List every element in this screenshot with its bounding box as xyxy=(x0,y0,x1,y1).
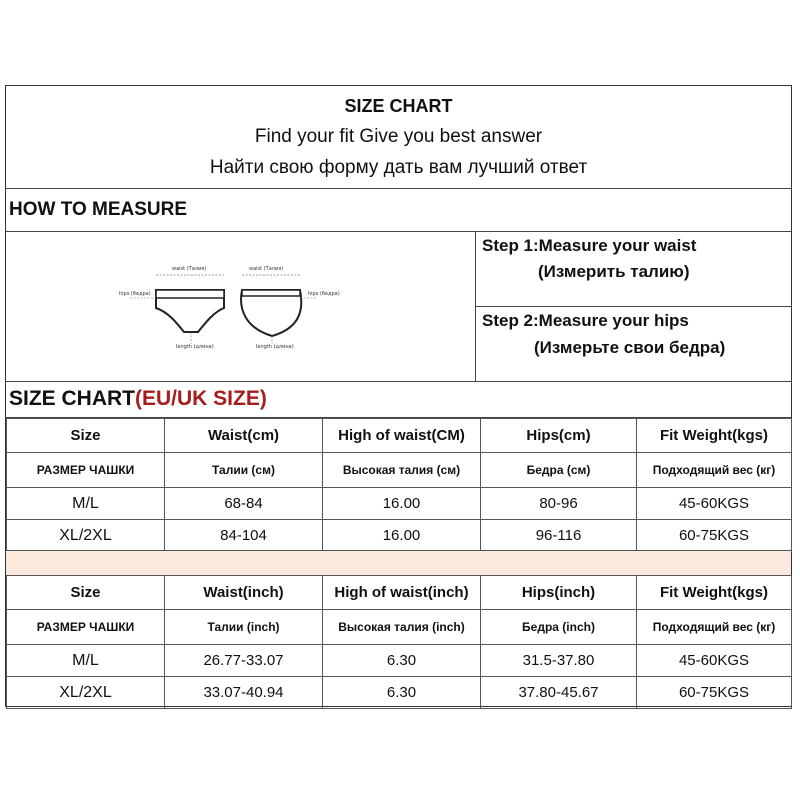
header-ru-cell: Высокая талия (см) xyxy=(323,453,481,488)
table-header-ru-row xyxy=(7,453,792,488)
header-cell: Fit Weight(kgs) xyxy=(637,419,792,453)
back-brief-figure xyxy=(241,266,340,350)
header-cell: Size xyxy=(7,419,165,453)
size-chart-title-row xyxy=(6,382,791,418)
waist-label-right: waist (Талия) xyxy=(249,266,284,272)
hips-cell: 37.80-45.67 xyxy=(481,677,637,709)
header-cell: High of waist(CM) xyxy=(323,419,481,453)
waist-cell: 33.07-40.94 xyxy=(165,677,323,709)
high-waist-cell: 6.30 xyxy=(323,645,481,677)
weight-cell: 45-60KGS xyxy=(637,645,792,677)
how-to-measure-label: HOW TO MEASURE xyxy=(9,199,188,220)
header-cell: High of waist(inch) xyxy=(323,576,481,610)
step1-text: Step 1:Measure your waist xyxy=(482,236,697,255)
header-ru-cell: Талии (см) xyxy=(165,453,323,488)
hips-cell: 96-116 xyxy=(481,520,637,552)
high-waist-cell: 16.00 xyxy=(323,488,481,520)
waist-cell: 26.77-33.07 xyxy=(165,645,323,677)
front-brief-figure xyxy=(119,266,224,350)
table-row xyxy=(7,520,792,552)
size-table-cm xyxy=(6,418,792,552)
size-table-inch xyxy=(6,575,792,709)
subtitle-en: Find your fit Give you best answer xyxy=(254,126,543,147)
table-row xyxy=(7,645,792,677)
header-ru-cell: РАЗМЕР ЧАШКИ xyxy=(7,453,165,488)
size-chart xyxy=(5,85,792,707)
size-cell: XL/2XL xyxy=(7,520,165,552)
step2-ru: (Измерьте свои бедра) xyxy=(534,338,726,357)
header-ru-cell: Талии (inch) xyxy=(165,610,323,645)
table-header-row xyxy=(7,576,792,610)
how-to-measure-row xyxy=(6,189,791,232)
waist-cell: 68-84 xyxy=(165,488,323,520)
chart-header xyxy=(6,86,791,189)
header-cell: Waist(cm) xyxy=(165,419,323,453)
measure-illustration xyxy=(6,232,476,381)
step2-text: Step 2:Measure your hips xyxy=(482,311,689,330)
chart-title: SIZE CHART xyxy=(344,96,453,116)
high-waist-cell: 6.30 xyxy=(323,677,481,709)
header-ru-cell: Высокая талия (inch) xyxy=(323,610,481,645)
header-cell: Waist(inch) xyxy=(165,576,323,610)
header-cell: Size xyxy=(7,576,165,610)
step2-cell xyxy=(476,307,791,381)
briefs-diagram xyxy=(6,232,476,381)
size-cell: M/L xyxy=(7,488,165,520)
header-ru-cell: Подходящий вес (кг) xyxy=(637,453,792,488)
header-cell: Hips(cm) xyxy=(481,419,637,453)
header-cell: Fit Weight(kgs) xyxy=(637,576,792,610)
hips-cell: 80-96 xyxy=(481,488,637,520)
table-header-ru-row xyxy=(7,610,792,645)
size-chart-title-prefix: SIZE CHART xyxy=(9,387,135,410)
size-chart-title-suffix: (EU/UK SIZE) xyxy=(135,387,267,410)
header-ru-cell: РАЗМЕР ЧАШКИ xyxy=(7,610,165,645)
weight-cell: 60-75KGS xyxy=(637,520,792,552)
step1-ru: (Измерить талию) xyxy=(538,262,690,281)
table-row xyxy=(7,677,792,709)
table-separator xyxy=(6,550,791,576)
table-header-row xyxy=(7,419,792,453)
subtitle-ru: Найти свою форму дать вам лучший ответ xyxy=(209,157,588,178)
waist-label-left: waist (Талия) xyxy=(172,266,207,272)
hips-label-left: hips (бедра) xyxy=(119,291,151,297)
hips-cell: 31.5-37.80 xyxy=(481,645,637,677)
step1-cell xyxy=(476,232,791,307)
size-chart-title xyxy=(9,387,267,411)
header-ru-cell: Бедра (см) xyxy=(481,453,637,488)
size-cell: M/L xyxy=(7,645,165,677)
weight-cell: 60-75KGS xyxy=(637,677,792,709)
header-ru-cell: Бедра (inch) xyxy=(481,610,637,645)
header-cell: Hips(inch) xyxy=(481,576,637,610)
weight-cell: 45-60KGS xyxy=(637,488,792,520)
waist-cell: 84-104 xyxy=(165,520,323,552)
table-row xyxy=(7,488,792,520)
measure-section xyxy=(6,232,791,382)
hips-label-right: hips (бедра) xyxy=(308,291,340,297)
length-label-left: length (длина) xyxy=(176,344,214,350)
high-waist-cell: 16.00 xyxy=(323,520,481,552)
size-cell: XL/2XL xyxy=(7,677,165,709)
header-ru-cell: Подходящий вес (кг) xyxy=(637,610,792,645)
length-label-right: length (длина) xyxy=(256,344,294,350)
